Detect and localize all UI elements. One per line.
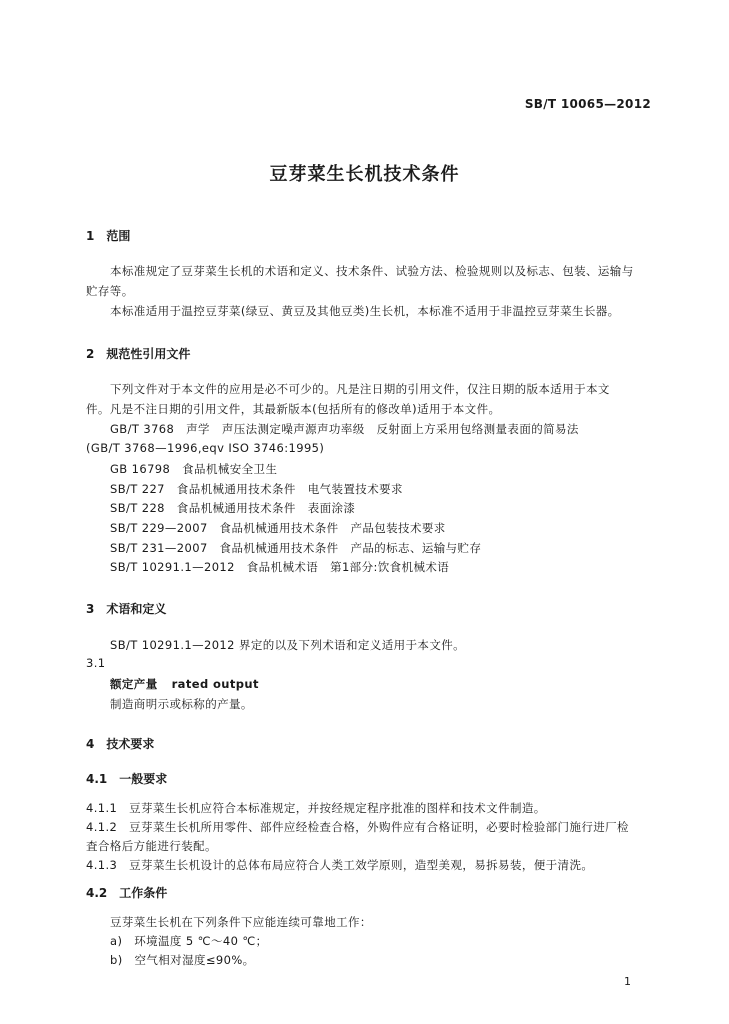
clause-4-1-3: 4.1.3 豆芽菜生长机设计的总体布局应符合人类工效学原则，造型美观，易拆易装，便于清洗。 <box>86 858 594 872</box>
reference-item: SB/T 10291.1—2012 食品机械术语 第1部分:饮食机械术语 <box>110 560 450 574</box>
section-2-heading: 2 规范性引用文件 <box>86 347 191 361</box>
condition-item-a: a) 环境温度 5 ℃～40 ℃； <box>110 934 268 948</box>
term-english: rated output <box>171 677 259 691</box>
term-number: 3.1 <box>86 656 106 670</box>
document-title: 豆芽菜生长机技术条件 <box>269 164 460 185</box>
reference-item: GB/T 3768 声学 声压法测定噪声源声功率级 反射面上方采用包络测量表面的简易法 <box>110 422 579 436</box>
term-chinese: 额定产量 <box>110 677 158 691</box>
clause-4-1-2-cont: 査合格后方能进行装配。 <box>86 839 217 853</box>
section-1-heading: 1 范围 <box>86 229 131 243</box>
section-2-paragraph-cont: 件。凡是不注日期的引用文件，其最新版本(包括所有的修改单)适用于本文件。 <box>86 402 501 416</box>
condition-item-b: b) 空气相对湿度≤90%。 <box>110 953 255 967</box>
reference-item: SB/T 229—2007 食品机械通用技术条件 产品包装技术要求 <box>110 521 446 535</box>
clause-4-1-2: 4.1.2 豆芽菜生长机所用零件、部件应经检查合格，外购件应有合格证明，必要时检验部门施行进厂检 <box>86 820 629 834</box>
clause-4-1-1: 4.1.1 豆芽菜生长机应符合本标准规定，并按经规定程序批准的图样和技术文件制造。 <box>86 801 546 815</box>
reference-item: SB/T 231—2007 食品机械通用技术条件 产品的标志、运输与贮存 <box>110 541 482 555</box>
term-name <box>110 676 259 692</box>
reference-item: SB/T 227 食品机械通用技术条件 电气装置技术要求 <box>110 482 403 496</box>
section-3-heading: 3 术语和定义 <box>86 602 167 616</box>
reference-item: SB/T 228 食品机械通用技术条件 表面涂漆 <box>110 501 356 515</box>
section-4-heading: 4 技术要求 <box>86 737 155 751</box>
section-2-paragraph: 下列文件对于本文件的应用是必不可少的。凡是注日期的引用文件，仅注日期的版本适用于本文 <box>110 382 610 396</box>
section-1-paragraph: 本标准规定了豆芽菜生长机的术语和定义、技术条件、试验方法、检验规则以及标志、包装、运输与 <box>110 264 634 278</box>
section-3-paragraph: SB/T 10291.1—2012 界定的以及下列术语和定义适用于本文件。 <box>110 638 466 652</box>
standard-code: SB/T 10065—2012 <box>524 97 651 111</box>
page-number: 1 <box>624 975 631 988</box>
section-1-scope: 本标准适用于温控豆芽菜(绿豆、黄豆及其他豆类)生长机，本标准不适用于非温控豆芽菜生长器。 <box>110 304 620 318</box>
section-4-2-paragraph: 豆芽菜生长机在下列条件下应能连续可靠地工作： <box>110 915 372 929</box>
reference-item: GB 16798 食品机械安全卫生 <box>110 462 278 476</box>
section-4-2-heading: 4.2 工作条件 <box>86 886 168 900</box>
term-definition: 制造商明示或标称的产量。 <box>110 697 253 711</box>
reference-item: (GB/T 3768—1996,eqv ISO 3746:1995) <box>86 441 325 455</box>
section-4-1-heading: 4.1 一般要求 <box>86 772 168 786</box>
section-1-paragraph-cont: 贮存等。 <box>86 284 134 298</box>
